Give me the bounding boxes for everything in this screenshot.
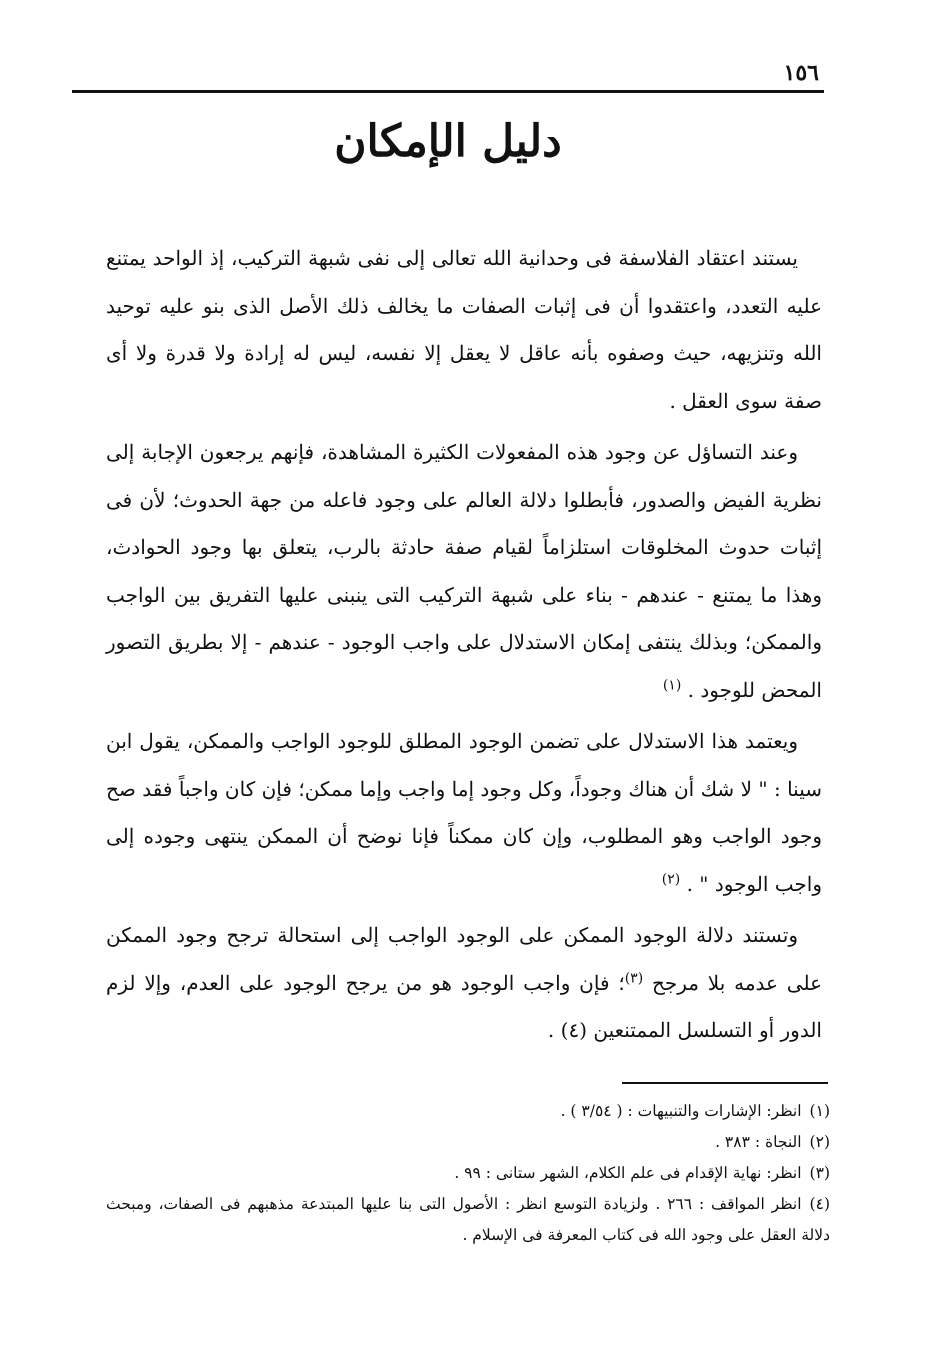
header-rule xyxy=(72,90,824,93)
footnote-text: انظر المواقف : ٢٦٦ . ولزيادة التوسع انظر : الأصول التى بنا عليها المبتدعة مذهبهم فى الصفات، ومبحث دلالة العقل على وجود الله فى كتاب المعرفة فى الإسلام . xyxy=(106,1195,830,1244)
footnote-number: (٢) xyxy=(809,1133,830,1151)
footnote xyxy=(106,1158,830,1189)
footnote xyxy=(106,1096,830,1127)
paragraph xyxy=(106,429,822,714)
footnote-ref: (٣) xyxy=(624,969,644,986)
footnote-number: (١) xyxy=(809,1102,830,1120)
footnote-ref: (١) xyxy=(662,676,682,693)
footnote-text: انظر: الإشارات والتنبيهات : ( ٣/٥٤ ) . xyxy=(560,1102,802,1120)
footnote xyxy=(106,1127,830,1158)
footnote-number: (٣) xyxy=(809,1164,830,1182)
paragraph xyxy=(106,718,822,908)
paragraph-text: وعند التساؤل عن وجود هذه المفعولات الكثيرة المشاهدة، فإنهم يرجعون الإجابة إلى نظرية الفيض والصدور، فأبطلوا دلالة العالم على وجود فاعله من جهة الحدوث؛ لأن فى إثبات حدوث المخلوقات استلزاماً لقيام صفة حادثة بالرب، يتعلق بها وجود الحوادث، وهذا ما يمتنع - عندهم - بناء على شبهة التركيب التى ينبنى عليها التفريق بين الواجب والممكن؛ وبذلك ينتفى إمكان الاستدلال على واجب الوجود - عندهم - إلا بطريق التصور المحض للوجود . xyxy=(106,440,822,702)
footnote-rule xyxy=(622,1082,828,1084)
footnote xyxy=(106,1189,830,1251)
footnote-number: (٤) xyxy=(809,1195,830,1213)
footnotes xyxy=(106,1096,830,1251)
footnote-text: النجاة : ٣٨٣ . xyxy=(715,1133,802,1151)
page-number: ١٥٦ xyxy=(783,60,819,86)
paragraph xyxy=(106,235,822,425)
paragraph-text: ؛ فإن واجب الوجود هو من يرجح الوجود على العدم، وإلا لزم الدور أو التسلسل الممتنعين (٤) . xyxy=(106,970,822,1042)
paragraph-text: وتستند دلالة الوجود الممكن على الوجود الواجب إلى استحالة ترجح وجود الممكن على عدمه بلا مرجح xyxy=(106,923,823,995)
page-title: دليل الإمكان xyxy=(334,116,562,167)
paragraph-text: يستند اعتقاد الفلاسفة فى وحدانية الله تعالى إلى نفى شبهة التركيب، إذ الواحد يمتنع عليه التعدد، واعتقدوا أن فى إثبات الصفات ما يخالف ذلك الأصل الذى بنو عليه توحيد الله وتنزيهه، حيث وصفوه بأنه عاقل لا يعقل إلا نفسه، ليس له إرادة ولا قدرة ولا أى صفة سوى العقل . xyxy=(106,246,822,413)
body-text xyxy=(106,235,822,1055)
footnote-ref: (٢) xyxy=(661,870,681,887)
footnote-text: انظر: نهاية الإقدام فى علم الكلام، الشهر ستانى : ٩٩ . xyxy=(454,1164,802,1182)
paragraph-text: ويعتمد هذا الاستدلال على تضمن الوجود المطلق للوجود الواجب والممكن، يقول ابن سينا : " لا شك أن هناك وجوداً، وكل وجود إما واجب وإما ممكن؛ فإن كان واجباً فقد صح وجود الواجب وهو المطلوب، وإن كان ممكناً فإنا نوضح أن الممكن ينتهى وجوده إلى واجب الوجود " . xyxy=(106,729,822,896)
paragraph xyxy=(106,912,822,1055)
